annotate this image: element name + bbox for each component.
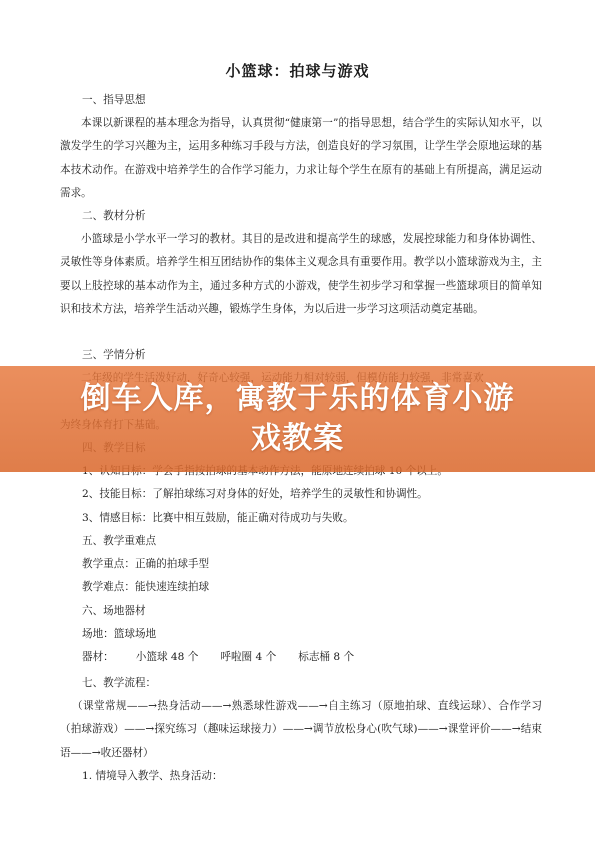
section-heading: 二、教材分析 <box>82 210 146 222</box>
equipment-item: 标志桶 8 个 <box>298 651 355 664</box>
section-heading: 七、教学流程： <box>82 677 157 689</box>
equipment-item: 呼啦圈 4 个 <box>220 651 277 664</box>
process-flow: （课堂常规——→热身活动——→熟悉球性游戏——→自主练习（原地拍球、直线运球）、合作学习（拍球游戏）——→探究练习（趣味运球接力）——→调节放松身心(吹气球)——→课堂评价——→结束语——→收还器材） <box>60 700 542 759</box>
equipment-line <box>60 646 542 669</box>
section-heading: 三、学情分析 <box>82 349 146 361</box>
section-paragraph: 本课以新课程的基本理念为指导，认真贯彻“健康第一”的指导思想，结合学生的实际认知水平，以激发学生的学习兴趣为主，运用多种练习手段与方法，创造良好的学习氛围，让学生学会原地运球的基本技术动作。在游戏中培养学生的合作学习能力，力求让每个学生在原有的基础上有所提高，满足运动需求。 <box>60 117 542 199</box>
section-heading: 五、教学重难点 <box>82 535 157 547</box>
banner-title-line: 倒车入库，寓教于乐的体育小游 <box>80 381 515 416</box>
equipment-item: 小篮球 48 个 <box>135 651 199 664</box>
difficult-point: 教学难点：能快速连续拍球 <box>82 581 210 594</box>
equipment-label: 器材： <box>82 651 114 664</box>
key-point: 教学重点：正确的拍球手型 <box>82 558 210 571</box>
process-step: 1. 情境导入教学、热身活动： <box>82 769 223 782</box>
section-venue-equipment <box>60 600 542 670</box>
section-heading: 六、场地器材 <box>82 605 146 617</box>
title-banner <box>0 366 595 472</box>
venue-line: 场地：篮球场地 <box>82 628 157 641</box>
section-heading: 一、指导思想 <box>82 94 146 106</box>
section-key-difficult-points <box>60 530 542 600</box>
section-material-analysis <box>60 205 542 321</box>
page-title: 小篮球：拍球与游戏 <box>225 62 370 80</box>
section-teaching-process <box>60 672 542 788</box>
objective-item: 2、技能目标：了解拍球练习对身体的好处，培养学生的灵敏性和协调性。 <box>82 488 428 501</box>
banner-title-line: 戏教案 <box>251 421 344 456</box>
section-paragraph: 小篮球是小学水平一学习的教材。其目的是改进和提高学生的球感，发展控球能力和身体协调性、灵敏性等身体素质。培养学生相互团结协作的集体主义观念具有重要作用。教学以小篮球游戏为主，主要以上肢控球的基本动作为主，通过多种方式的小游戏，使学生初步学习和掌握一些篮球项目的简单知识和技术方法，培养学生活动兴趣，锻炼学生身体，为以后进一步学习这项活动奠定基础。 <box>60 233 542 315</box>
objective-item: 3、情感目标：比赛中相互鼓励，能正确对待成功与失败。 <box>82 511 354 524</box>
section-guiding-ideology <box>60 89 542 205</box>
